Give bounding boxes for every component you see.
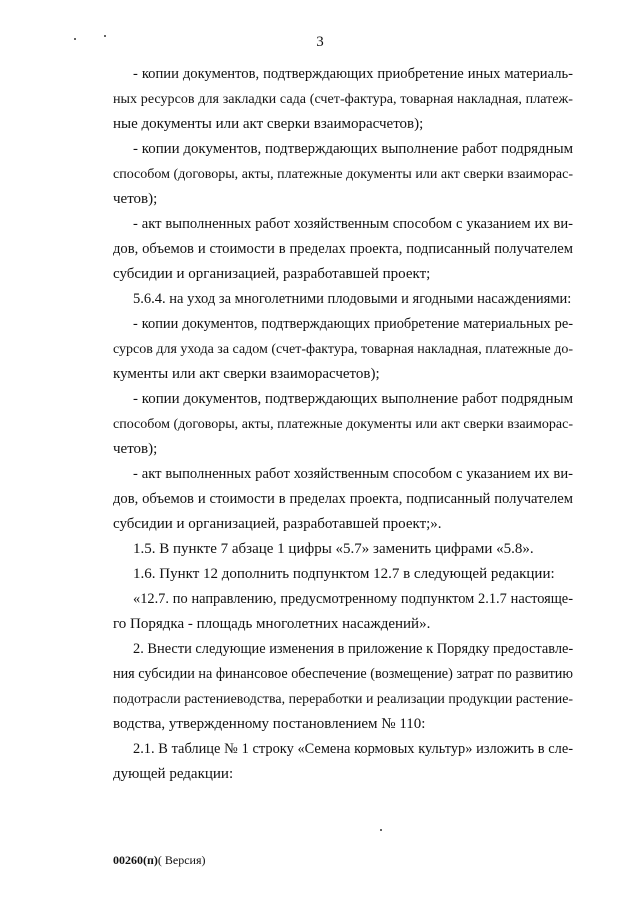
text-line: подотрасли растениеводства, переработки и реализации продукции растение-	[113, 692, 573, 707]
text-line: способом (договоры, акты, платежные документы или акт сверки взаиморас-	[113, 167, 573, 182]
text-line: дов, объемов и стоимости в пределах проекта, подписанный получателем	[113, 241, 573, 257]
text-line: 1.6. Пункт 12 дополнить подпунктом 12.7 в следующей редакции:	[133, 566, 555, 582]
text-line: - акт выполненных работ хозяйственным способом с указанием их ви-	[133, 466, 573, 482]
paragraph	[113, 62, 573, 137]
text-line: ные документы или акт сверки взаиморасчетов);	[113, 116, 424, 132]
text-line: 5.6.4. на уход за многолетними плодовыми и ягодными насаждениями:	[133, 291, 572, 307]
text-line: «12.7. по направлению, предусмотренному подпунктом 2.1.7 настояще-	[133, 591, 573, 607]
text-line: ных ресурсов для закладки сада (счет-фактура, товарная накладная, платеж-	[113, 91, 573, 107]
document-footer	[113, 853, 206, 868]
text-line: субсидии и организацией, разработавшей проект;».	[113, 516, 442, 532]
text-line: субсидии и организацией, разработавшей проект;	[113, 266, 431, 282]
text-line: кументы или акт сверки взаиморасчетов);	[113, 366, 380, 382]
text-line: дов, объемов и стоимости в пределах проекта, подписанный получателем	[113, 491, 573, 507]
text-line: 2.1. В таблице № 1 строку «Семена кормовых культур» изложить в сле-	[133, 741, 573, 757]
text-line: способом (договоры, акты, платежные документы или акт сверки взаиморас-	[113, 417, 573, 432]
paragraph	[113, 312, 573, 387]
paragraph	[113, 562, 573, 587]
text-line: сурсов для ухода за садом (счет-фактура, товарная накладная, платежные до-	[113, 342, 573, 357]
text-line: - копии документов, подтверждающих приобретение материальных ре-	[133, 316, 573, 332]
paragraph	[113, 287, 573, 312]
paragraph	[113, 387, 573, 462]
document-version: ( Версия)	[157, 853, 206, 867]
text-line: четов);	[113, 191, 158, 207]
text-line: - копии документов, подтверждающих выполнение работ подрядным	[133, 391, 573, 407]
paragraph	[113, 137, 573, 212]
text-line: 1.5. В пункте 7 абзаце 1 цифры «5.7» заменить цифрами «5.8».	[133, 541, 534, 557]
text-line: ния субсидии на финансовое обеспечение (возмещение) затрат по развитию	[113, 666, 573, 682]
paragraph	[113, 212, 573, 287]
text-line: - акт выполненных работ хозяйственным способом с указанием их ви-	[133, 216, 573, 232]
paragraph	[113, 587, 573, 637]
scan-speck	[380, 829, 382, 831]
paragraph	[113, 737, 573, 787]
text-line: дующей редакции:	[113, 766, 234, 782]
paragraph	[113, 462, 573, 537]
text-line: - копии документов, подтверждающих выполнение работ подрядным	[133, 141, 573, 157]
text-line: 2. Внести следующие изменения в приложение к Порядку предоставле-	[133, 641, 574, 657]
document-code: 00260(п)	[113, 853, 158, 867]
page-number: 3	[316, 34, 324, 50]
text-line: - копии документов, подтверждающих приобретение иных материаль-	[133, 66, 573, 82]
text-line: водства, утвержденному постановлением № 110:	[113, 716, 426, 732]
text-line: го Порядка - площадь многолетних насаждений».	[113, 616, 431, 632]
paragraph	[113, 537, 573, 562]
text-line: четов);	[113, 441, 158, 457]
paragraph	[113, 637, 573, 737]
document-body	[113, 62, 573, 787]
